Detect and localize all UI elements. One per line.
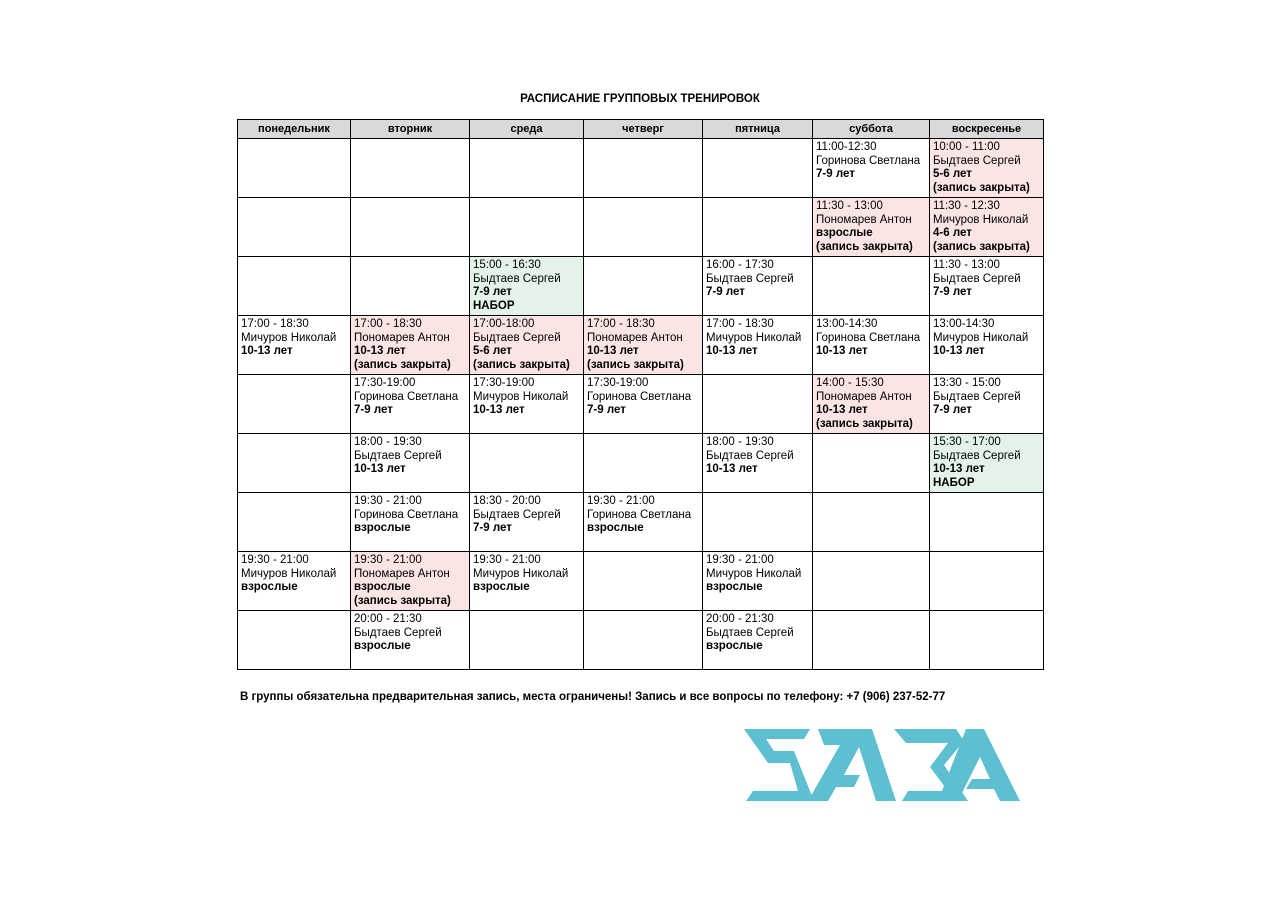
session-time: 13:00-14:30 <box>933 318 995 330</box>
session-coach: Пономарев Антон <box>816 213 912 226</box>
session-coach: Быдтаев Сергей <box>473 331 561 344</box>
session-coach: Мичуров Николай <box>241 331 337 344</box>
session-age: 10-13 лет <box>354 463 406 475</box>
session-entry <box>930 139 1043 195</box>
day-header: понедельник <box>238 120 351 139</box>
logo-graphic <box>744 729 1020 803</box>
session-coach: Мичуров Николай <box>706 331 802 344</box>
session-note: (запись закрыта) <box>354 594 451 607</box>
day-header: среда <box>470 120 584 139</box>
session-note: НАБОР <box>933 476 975 489</box>
session-age: взрослые <box>816 227 873 239</box>
session-coach: Быдтаев Сергей <box>933 272 1021 285</box>
session-entry <box>470 257 583 313</box>
session-time: 13:30 - 15:00 <box>933 377 1001 389</box>
schedule-cell <box>703 552 813 611</box>
session-entry <box>703 434 812 477</box>
session-coach: Быдтаев Сергей <box>473 508 561 521</box>
schedule-cell <box>470 611 584 670</box>
session-age: 10-13 лет <box>816 345 868 357</box>
session-coach: Горинова Светлана <box>354 390 459 403</box>
schedule-cell <box>470 257 584 316</box>
session-age: 7-9 лет <box>816 168 855 180</box>
schedule-cell <box>351 139 470 198</box>
schedule-body <box>238 139 1044 670</box>
schedule-cell <box>703 139 813 198</box>
session-time: 13:00-14:30 <box>816 318 878 330</box>
session-coach: Мичуров Николай <box>706 567 802 580</box>
table-row <box>238 552 1044 611</box>
schedule-cell <box>930 375 1044 434</box>
schedule-cell <box>813 434 930 493</box>
session-coach: Горинова Светлана <box>587 508 692 521</box>
session-age: взрослые <box>241 581 298 593</box>
session-age: взрослые <box>587 522 644 534</box>
session-time: 18:30 - 20:00 <box>473 495 541 507</box>
session-time: 18:00 - 19:30 <box>354 436 422 448</box>
session-time: 19:30 - 21:00 <box>241 554 309 566</box>
session-age: 5-6 лет <box>933 168 972 180</box>
session-age: 10-13 лет <box>933 463 985 475</box>
schedule-cell <box>813 552 930 611</box>
session-entry <box>930 198 1043 254</box>
session-time: 17:00-18:00 <box>473 318 535 330</box>
schedule-cell <box>930 434 1044 493</box>
session-age: 10-13 лет <box>587 345 639 357</box>
schedule-cell <box>351 257 470 316</box>
schedule-cell <box>470 316 584 375</box>
schedule-cell <box>351 198 470 257</box>
session-age: 4-6 лет <box>933 227 972 239</box>
table-row <box>238 375 1044 434</box>
day-header: суббота <box>813 120 930 139</box>
schedule-cell <box>703 611 813 670</box>
table-row <box>238 493 1044 552</box>
session-coach: Быдтаев Сергей <box>354 626 442 639</box>
schedule-cell <box>813 316 930 375</box>
session-age: 7-9 лет <box>933 286 972 298</box>
session-entry <box>470 493 583 536</box>
session-time: 17:00 - 18:30 <box>587 318 655 330</box>
schedule-cell <box>238 198 351 257</box>
schedule-cell <box>238 257 351 316</box>
table-row <box>238 198 1044 257</box>
schedule-cell <box>930 493 1044 552</box>
session-age: 7-9 лет <box>933 404 972 416</box>
session-coach: Мичуров Николай <box>473 390 569 403</box>
session-age: 7-9 лет <box>706 286 745 298</box>
schedule-cell <box>584 316 703 375</box>
session-time: 17:00 - 18:30 <box>706 318 774 330</box>
schedule-cell <box>930 611 1044 670</box>
session-note: (запись закрыта) <box>816 417 913 430</box>
session-coach: Быдтаев Сергей <box>933 154 1021 167</box>
schedule-cell <box>351 375 470 434</box>
day-header: четверг <box>584 120 703 139</box>
schedule-cell <box>584 139 703 198</box>
session-age: 7-9 лет <box>587 404 626 416</box>
session-age: взрослые <box>706 581 763 593</box>
session-time: 16:00 - 17:30 <box>706 259 774 271</box>
session-entry <box>351 434 469 477</box>
session-coach: Горинова Светлана <box>816 331 921 344</box>
table-row <box>238 139 1044 198</box>
schedule-cell <box>930 552 1044 611</box>
session-time: 15:30 - 17:00 <box>933 436 1001 448</box>
schedule-cell <box>584 198 703 257</box>
session-time: 11:30 - 13:00 <box>816 200 883 212</box>
page-title: РАСПИСАНИЕ ГРУППОВЫХ ТРЕНИРОВОК <box>520 93 760 105</box>
session-coach: Быдтаев Сергей <box>706 626 794 639</box>
session-time: 17:30-19:00 <box>587 377 649 389</box>
table-row <box>238 257 1044 316</box>
session-entry <box>703 316 812 359</box>
schedule-cell <box>703 198 813 257</box>
session-age: 10-13 лет <box>241 345 293 357</box>
schedule-cell <box>470 434 584 493</box>
session-time: 19:30 - 21:00 <box>354 495 422 507</box>
schedule-cell <box>813 139 930 198</box>
session-time: 11:00-12:30 <box>816 141 877 153</box>
session-entry <box>238 316 350 359</box>
session-entry <box>584 375 702 418</box>
schedule-cell <box>470 198 584 257</box>
schedule-cell <box>703 257 813 316</box>
schedule-cell <box>238 375 351 434</box>
session-time: 11:30 - 12:30 <box>933 200 1000 212</box>
session-entry <box>703 257 812 300</box>
session-age: взрослые <box>354 522 411 534</box>
session-coach: Быдтаев Сергей <box>473 272 561 285</box>
table-row <box>238 434 1044 493</box>
session-entry <box>238 552 350 595</box>
session-coach: Горинова Светлана <box>587 390 692 403</box>
session-age: 5-6 лет <box>473 345 512 357</box>
session-coach: Быдтаев Сергей <box>706 272 794 285</box>
schedule-cell <box>238 611 351 670</box>
schedule-cell <box>703 434 813 493</box>
schedule-cell <box>703 316 813 375</box>
schedule-cell <box>584 375 703 434</box>
session-entry <box>930 316 1043 359</box>
session-age: 10-13 лет <box>816 404 868 416</box>
schedule-cell <box>238 434 351 493</box>
session-time: 19:30 - 21:00 <box>587 495 655 507</box>
session-time: 17:30-19:00 <box>354 377 416 389</box>
schedule-cell <box>584 611 703 670</box>
session-entry <box>584 316 702 372</box>
session-time: 15:00 - 16:30 <box>473 259 541 271</box>
schedule-cell <box>238 316 351 375</box>
schedule-cell <box>813 257 930 316</box>
schedule-cell <box>351 434 470 493</box>
session-entry <box>813 198 929 254</box>
session-entry <box>930 375 1043 418</box>
schedule-cell <box>351 611 470 670</box>
session-note: (запись закрыта) <box>587 358 684 371</box>
session-age: 10-13 лет <box>933 345 985 357</box>
schedule-cell <box>703 375 813 434</box>
session-age: взрослые <box>354 581 411 593</box>
schedule-cell <box>930 139 1044 198</box>
session-coach: Быдтаев Сергей <box>354 449 442 462</box>
session-age: 7-9 лет <box>473 286 512 298</box>
schedule-cell <box>470 375 584 434</box>
session-coach: Мичуров Николай <box>933 213 1029 226</box>
schedule-cell <box>813 611 930 670</box>
session-age: взрослые <box>706 640 763 652</box>
session-coach: Быдтаев Сергей <box>706 449 794 462</box>
schedule-table <box>237 119 1044 670</box>
session-time: 17:30-19:00 <box>473 377 535 389</box>
schedule-cell <box>351 552 470 611</box>
schedule-cell <box>703 493 813 552</box>
session-entry <box>930 257 1043 300</box>
session-time: 19:30 - 21:00 <box>473 554 541 566</box>
session-age: взрослые <box>473 581 530 593</box>
session-age: 7-9 лет <box>473 522 512 534</box>
session-age: 10-13 лет <box>473 404 525 416</box>
session-entry <box>813 139 929 182</box>
session-note: (запись закрыта) <box>933 181 1030 194</box>
schedule-cell <box>351 493 470 552</box>
session-coach: Пономарев Антон <box>354 331 450 344</box>
session-entry <box>470 316 583 372</box>
day-header: воскресенье <box>930 120 1044 139</box>
schedule-cell <box>930 316 1044 375</box>
schedule-cell <box>813 493 930 552</box>
schedule-cell <box>470 493 584 552</box>
session-age: взрослые <box>354 640 411 652</box>
schedule-cell <box>930 198 1044 257</box>
session-age: 10-13 лет <box>354 345 406 357</box>
schedule-cell <box>930 257 1044 316</box>
session-note: (запись закрыта) <box>933 240 1030 253</box>
session-time: 11:30 - 13:00 <box>933 259 1000 271</box>
table-row <box>238 611 1044 670</box>
session-coach: Мичуров Николай <box>473 567 569 580</box>
session-time: 20:00 - 21:30 <box>354 613 422 625</box>
session-age: 7-9 лет <box>354 404 393 416</box>
schedule-cell <box>351 316 470 375</box>
session-note: (запись закрыта) <box>816 240 913 253</box>
session-coach: Мичуров Николай <box>241 567 337 580</box>
schedule-cell <box>470 552 584 611</box>
schedule-cell <box>813 198 930 257</box>
schedule-cell <box>584 552 703 611</box>
session-age: 10-13 лет <box>706 463 758 475</box>
session-entry <box>351 611 469 654</box>
session-time: 17:00 - 18:30 <box>354 318 422 330</box>
session-coach: Пономарев Антон <box>816 390 912 403</box>
session-entry <box>351 493 469 536</box>
session-entry <box>470 552 583 595</box>
session-coach: Горинова Светлана <box>354 508 459 521</box>
schedule-cell <box>584 493 703 552</box>
schedule-cell <box>238 493 351 552</box>
session-coach: Мичуров Николай <box>933 331 1029 344</box>
day-header: пятница <box>703 120 813 139</box>
session-time: 14:00 - 15:30 <box>816 377 884 389</box>
schedule-cell <box>813 375 930 434</box>
session-time: 17:00 - 18:30 <box>241 318 309 330</box>
session-note: (запись закрыта) <box>354 358 451 371</box>
session-entry <box>813 316 929 359</box>
schedule-cell <box>238 139 351 198</box>
session-note: (запись закрыта) <box>473 358 570 371</box>
session-time: 20:00 - 21:30 <box>706 613 774 625</box>
header-row <box>238 120 1044 139</box>
session-entry <box>584 493 702 536</box>
session-time: 18:00 - 19:30 <box>706 436 774 448</box>
session-coach: Быдтаев Сергей <box>933 390 1021 403</box>
session-age: 10-13 лет <box>706 345 758 357</box>
schedule-cell <box>584 434 703 493</box>
baza-logo-icon <box>744 729 1020 808</box>
session-time: 19:30 - 21:00 <box>354 554 422 566</box>
session-entry <box>351 375 469 418</box>
session-note: НАБОР <box>473 299 515 312</box>
session-entry <box>470 375 583 418</box>
schedule-cell <box>238 552 351 611</box>
session-coach: Горинова Светлана <box>816 154 921 167</box>
session-entry <box>703 611 812 654</box>
table-row <box>238 316 1044 375</box>
footer-note: В группы обязательна предварительная запись, места ограничены! Запись и все вопросы по телефону: +7 (906) 237-52-77 <box>240 691 946 703</box>
session-time: 10:00 - 11:00 <box>933 141 1000 153</box>
schedule-cell <box>584 257 703 316</box>
session-coach: Пономарев Антон <box>354 567 450 580</box>
day-header: вторник <box>351 120 470 139</box>
session-entry <box>351 552 469 608</box>
session-coach: Быдтаев Сергей <box>933 449 1021 462</box>
session-entry <box>703 552 812 595</box>
session-entry <box>930 434 1043 490</box>
session-entry <box>813 375 929 431</box>
session-entry <box>351 316 469 372</box>
session-time: 19:30 - 21:00 <box>706 554 774 566</box>
session-coach: Пономарев Антон <box>587 331 683 344</box>
schedule-cell <box>470 139 584 198</box>
